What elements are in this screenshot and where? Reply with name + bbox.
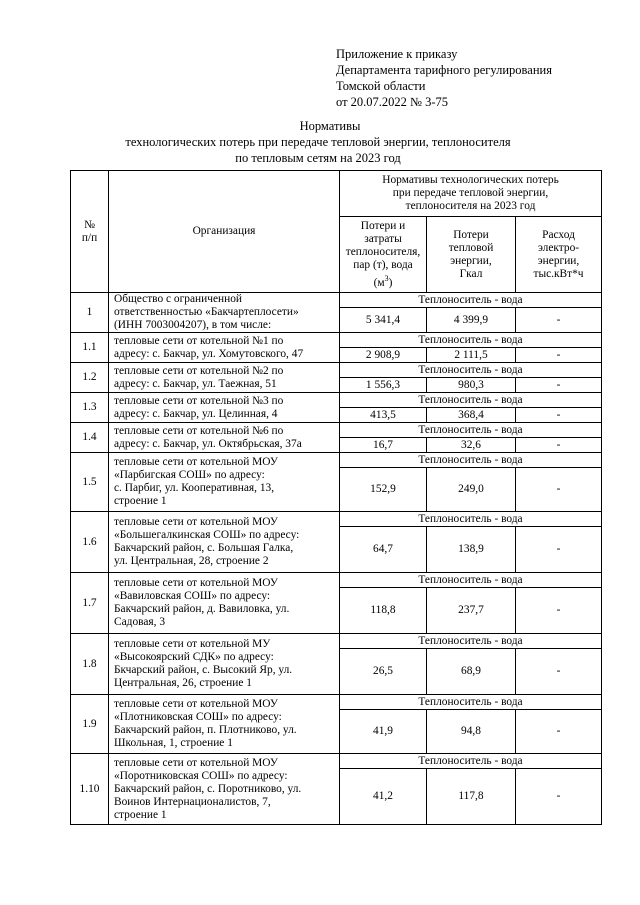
annex-line: Департамента тарифного регулирования	[336, 63, 552, 77]
organization-line: тепловые сети от котельной МУ	[114, 638, 271, 650]
loss-value-cell: 413,5	[340, 408, 427, 423]
table-row	[71, 393, 602, 408]
annex-line: Приложение к приказу	[336, 47, 458, 61]
table-row	[71, 363, 602, 378]
heat-carrier-cell: Теплоноситель - вода	[340, 453, 602, 468]
organization-cell	[109, 333, 340, 363]
row-number: 1.1	[71, 333, 109, 363]
organization-line: «Парбигская СОШ» по адресу:	[114, 469, 265, 481]
elec-value-cell: -	[516, 527, 602, 573]
title-line: по тепловым сетям на 2023 год	[235, 151, 401, 165]
heat-carrier-cell: Теплоноситель - вода	[340, 363, 602, 378]
organization-line: тепловые сети от котельной МОУ	[114, 698, 278, 710]
row-number: 1.2	[71, 363, 109, 393]
heat-value-cell: 980,3	[427, 378, 516, 393]
elec-value-cell: -	[516, 408, 602, 423]
organization-line: Бкчарский район, с. Высокий Яр, ул.	[114, 664, 293, 676]
norms-table	[70, 170, 602, 825]
organization-line: тепловые сети от котельной МОУ	[114, 516, 278, 528]
loss-value-cell: 41,2	[340, 769, 427, 825]
header-norms-group: Нормативы технологических потерь при передаче тепловой энергии, теплоносителя на 2023 год	[340, 171, 602, 217]
organization-line: адресу: с. Бакчар, ул. Октябрьская, 37а	[114, 437, 302, 450]
heat-value-cell: 237,7	[427, 588, 516, 634]
row-number: 1.3	[71, 393, 109, 423]
loss-value-cell: 64,7	[340, 527, 427, 573]
header-organization: Организация	[109, 171, 340, 293]
organization-cell	[109, 695, 340, 754]
organization-line: ул. Центральная, 28, строение 2	[114, 555, 269, 567]
organization-line: Садовая, 3	[114, 616, 166, 628]
organization-cell	[109, 573, 340, 634]
organization-cell	[109, 363, 340, 393]
organization-cell	[109, 293, 340, 333]
organization-line: тепловые сети от котельной МОУ	[114, 756, 278, 769]
row-number: 1.7	[71, 573, 109, 634]
elec-value-cell: -	[516, 710, 602, 754]
heat-value-cell: 2 111,5	[427, 348, 516, 363]
elec-value-cell: -	[516, 468, 602, 512]
loss-value-cell: 2 908,9	[340, 348, 427, 363]
organization-cell	[109, 393, 340, 423]
row-number: 1.8	[71, 634, 109, 695]
header-num: № п/п	[71, 171, 109, 293]
row-number: 1.5	[71, 453, 109, 512]
heat-carrier-cell: Теплоноситель - вода	[340, 512, 602, 527]
elec-value-cell: -	[516, 438, 602, 453]
header-heat-losses: Потери тепловой энергии, Гкал	[427, 217, 516, 293]
loss-value-cell: 1 556,3	[340, 378, 427, 393]
organization-line: «Вавиловская СОШ» по адресу:	[114, 590, 271, 602]
organization-line: Бакчарский район, с. Поротниково, ул.	[114, 782, 302, 795]
heat-value-cell: 4 399,9	[427, 308, 516, 333]
organization-cell	[109, 634, 340, 695]
table-row	[71, 573, 602, 588]
heat-value-cell: 94,8	[427, 710, 516, 754]
annex-block	[336, 46, 552, 110]
elec-value-cell: -	[516, 588, 602, 634]
elec-value-cell: -	[516, 378, 602, 393]
organization-line: «Плотниковская СОШ» по адресу:	[114, 711, 282, 723]
title-line: Нормативы	[299, 119, 361, 133]
organization-line: Школьная, 1, строение 1	[114, 737, 233, 749]
row-number: 1.6	[71, 512, 109, 573]
row-number: 1	[71, 293, 109, 333]
organization-line: «Большегалкинская СОШ» по адресу:	[114, 529, 300, 541]
heat-carrier-cell: Теплоноситель - вода	[340, 393, 602, 408]
table-row	[71, 423, 602, 438]
header-losses-carrier: Потери и затраты теплоносителя, пар (т), вода $(м^3)$	[340, 217, 427, 293]
organization-line: тепловые сети от котельной №3 по	[114, 394, 284, 407]
table-row	[71, 634, 602, 649]
elec-value-cell: -	[516, 348, 602, 363]
heat-carrier-cell: Теплоноситель - вода	[340, 754, 602, 769]
heat-carrier-cell: Теплоноситель - вода	[340, 695, 602, 710]
organization-line: Бакчарский район, д. Вавиловка, ул.	[114, 603, 290, 615]
heat-value-cell: 68,9	[427, 649, 516, 695]
header-electricity: Расход электро- энергии, тыс.кВт*ч	[516, 217, 602, 293]
heat-value-cell: 117,8	[427, 769, 516, 825]
elec-value-cell: -	[516, 649, 602, 695]
heat-value-cell: 32,6	[427, 438, 516, 453]
heat-value-cell: 368,4	[427, 408, 516, 423]
organization-line: Бакчарский район, с. Большая Галка,	[114, 542, 294, 554]
organization-cell	[109, 754, 340, 825]
document-title	[0, 118, 640, 166]
organization-line: тепловые сети от котельной МОУ	[114, 577, 278, 589]
organization-line: строение 1	[114, 495, 167, 507]
organization-line: «Высокоярский СДК» по адресу:	[114, 651, 274, 663]
organization-line: тепловые сети от котельной МОУ	[114, 456, 278, 468]
loss-value-cell: 5 341,4	[340, 308, 427, 333]
organization-cell	[109, 512, 340, 573]
organization-line: с. Парбиг, ул. Кооперативная, 13,	[114, 482, 275, 494]
table-row	[71, 333, 602, 348]
elec-value-cell: -	[516, 308, 602, 333]
annex-line: от 20.07.2022 № 3-75	[336, 95, 449, 109]
organization-line: «Поротниковская СОШ» по адресу:	[114, 769, 288, 782]
organization-line: строение 1	[114, 808, 167, 821]
organization-line: Бакчарский район, п. Плотниково, ул.	[114, 724, 297, 736]
organization-line: (ИНН 7003004207), в том числе:	[114, 319, 272, 331]
loss-value-cell: 26,5	[340, 649, 427, 695]
organization-line: адресу: с. Бакчар, ул. Хомутовского, 47	[114, 347, 304, 360]
loss-value-cell: 118,8	[340, 588, 427, 634]
heat-value-cell: 138,9	[427, 527, 516, 573]
organization-line: Центральная, 26, строение 1	[114, 677, 252, 689]
organization-line: тепловые сети от котельной №2 по	[114, 364, 284, 377]
heat-carrier-cell: Теплоноситель - вода	[340, 423, 602, 438]
table-row	[71, 695, 602, 710]
heat-value-cell: 249,0	[427, 468, 516, 512]
organization-line: Общество с ограниченной	[114, 293, 242, 305]
heat-carrier-cell: Теплоноситель - вода	[340, 293, 602, 308]
table-row	[71, 453, 602, 468]
title-line: технологических потерь при передаче тепловой энергии, теплоносителя	[125, 135, 511, 149]
organization-line: адресу: с. Бакчар, ул. Целинная, 4	[114, 407, 278, 420]
elec-value-cell: -	[516, 769, 602, 825]
loss-value-cell: 41,9	[340, 710, 427, 754]
row-number: 1.10	[71, 754, 109, 825]
row-number: 1.9	[71, 695, 109, 754]
organization-cell	[109, 423, 340, 453]
heat-carrier-cell: Теплоноситель - вода	[340, 573, 602, 588]
organization-line: тепловые сети от котельной №1 по	[114, 334, 284, 347]
annex-line: Томской области	[336, 79, 426, 93]
organization-line: Воинов Интернационалистов, 7,	[114, 795, 271, 808]
row-number: 1.4	[71, 423, 109, 453]
organization-line: тепловые сети от котельной №6 по	[114, 424, 284, 437]
loss-value-cell: 16,7	[340, 438, 427, 453]
organization-line: адресу: с. Бакчар, ул. Таежная, 51	[114, 377, 277, 390]
table-row	[71, 512, 602, 527]
organization-line: ответственностью «Бакчартеплосети»	[114, 306, 299, 318]
loss-value-cell: 152,9	[340, 468, 427, 512]
organization-cell	[109, 453, 340, 512]
table-row	[71, 754, 602, 769]
table-row	[71, 293, 602, 308]
heat-carrier-cell: Теплоноситель - вода	[340, 333, 602, 348]
heat-carrier-cell: Теплоноситель - вода	[340, 634, 602, 649]
